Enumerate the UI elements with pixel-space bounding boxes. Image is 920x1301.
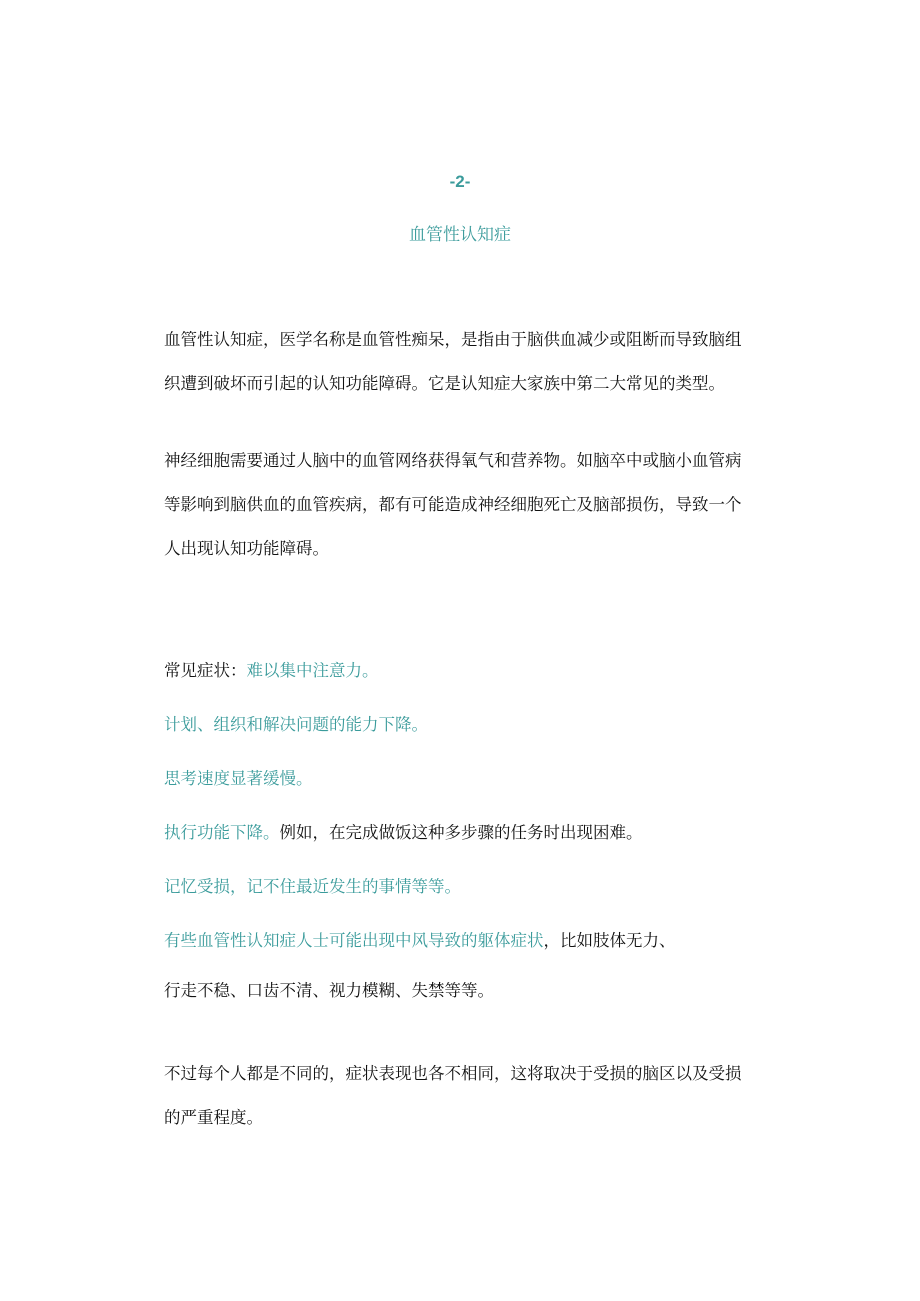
symptom-physical-example: ，比如肢体无力、 <box>543 931 676 950</box>
symptom-line-6 <box>164 930 676 952</box>
symptom-line-4 <box>164 822 643 844</box>
symptom-line-1 <box>164 660 379 682</box>
section-number: -2- <box>449 172 471 191</box>
intro-paragraph: 血管性认知症，医学名称是血管性痴呆，是指由于脑供血减少或阻断而导致脑组织遭到破坏而引起的认知功能障碍。它是认知症大家族中第二大常见的类型。 <box>164 330 742 393</box>
closing-paragraph: 不过每个人都是不同的，症状表现也各不相同，这将取决于受损的脑区以及受损的严重程度。 <box>164 1064 742 1127</box>
symptoms-label: 常见症状： <box>164 661 247 680</box>
symptom-physical: 有些血管性认知症人士可能出现中风导致的躯体症状 <box>164 931 544 950</box>
cause-paragraph: 神经细胞需要通过人脑中的血管网络获得氧气和营养物。如脑卒中或脑小血管病等影响到脑供血的血管疾病，都有可能造成神经细胞死亡及脑部损伤，导致一个人出现认知功能障碍。 <box>164 451 742 558</box>
section-title: 血管性认知症 <box>409 225 511 245</box>
symptom-executive: 执行功能下降。 <box>164 823 280 842</box>
symptom-executive-example: 例如，在完成做饭这种多步骤的任务时出现困难。 <box>279 823 643 842</box>
symptom-line-5: 记忆受损，记不住最近发生的事情等等。 <box>164 877 461 896</box>
symptom-line-2: 计划、组织和解决问题的能力下降。 <box>164 715 428 734</box>
symptom-attention: 难以集中注意力。 <box>246 661 379 680</box>
symptom-line-3: 思考速度显著缓慢。 <box>164 769 313 788</box>
symptom-line-7: 行走不稳、口齿不清、视力模糊、失禁等等。 <box>164 981 494 1000</box>
